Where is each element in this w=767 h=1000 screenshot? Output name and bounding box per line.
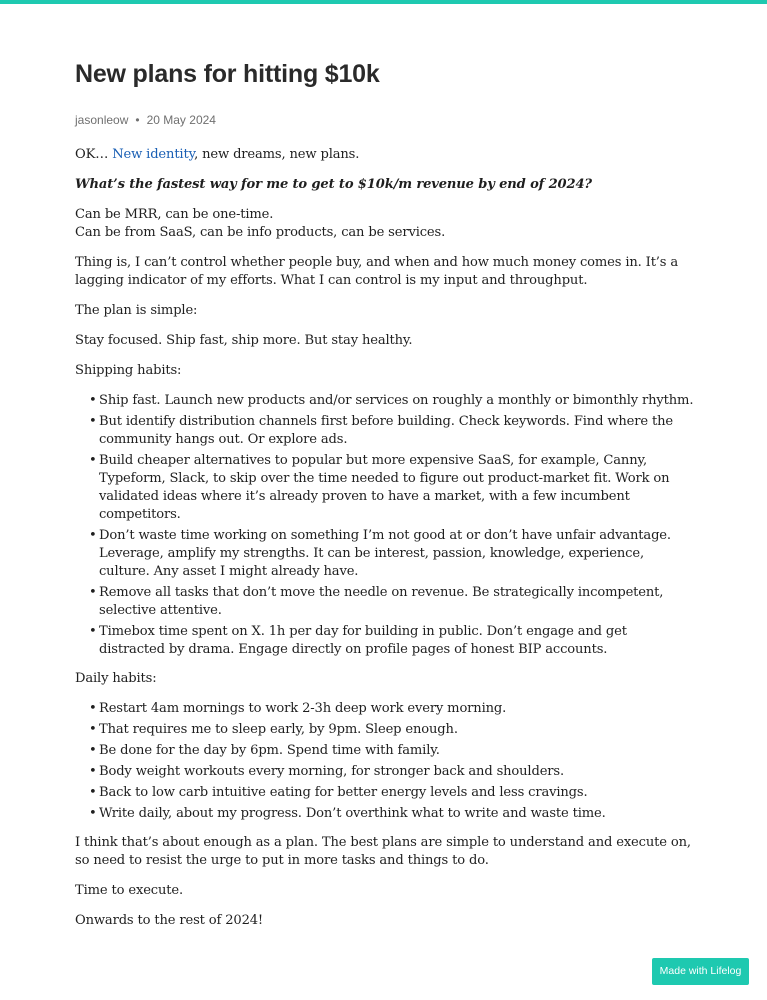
post-title: New plans for hitting $10k — [75, 60, 380, 88]
list-item: • But identify distribution channels first before building. Check keywords. Find where the community hangs out. Or explore ads. — [99, 413, 695, 449]
list-item: • Build cheaper alternatives to popular but more expensive SaaS, for example, Canny, Typeform, Slack, to skip over the time needed to figure out product-market fit. Work on validated ideas where it’s already proven to have a market, with a few incumbent competitors. — [99, 452, 695, 524]
new-identity-link[interactable]: New identity — [112, 147, 195, 162]
intro-suffix: , new dreams, new plans. — [194, 147, 360, 162]
list-item: • Ship fast. Launch new products and/or services on roughly a monthly or bimonthly rhythm. — [99, 392, 695, 410]
top-accent-bar — [0, 0, 767, 4]
list-item: • That requires me to sleep early, by 9pm. Sleep enough. — [99, 721, 695, 739]
list-item: • Restart 4am mornings to work 2-3h deep work every morning. — [99, 700, 695, 718]
list-item: • Body weight workouts every morning, for stronger back and shoulders. — [99, 763, 695, 781]
list-item: • Don’t waste time working on something I’m not good at or don’t have unfair advantage. Leverage, amplify my strengths. It can be interest, passion, knowledge, experience, culture. Any asset I might already have. — [99, 527, 695, 581]
mrr-line-2: Can be from SaaS, can be info products, can be services. — [75, 225, 446, 240]
post-meta — [75, 112, 216, 128]
daily-heading: Daily habits: — [75, 671, 157, 686]
list-item: • Timebox time spent on X. 1h per day for building in public. Don’t engage and get distracted by drama. Engage directly on profile pages of honest BIP accounts. — [99, 623, 695, 659]
execute-paragraph: Time to execute. — [75, 883, 183, 898]
mrr-paragraph — [75, 206, 695, 242]
post-body — [75, 146, 695, 942]
onwards-paragraph: Onwards to the rest of 2024! — [75, 913, 264, 928]
question-paragraph — [75, 176, 695, 194]
shipping-list — [75, 392, 695, 659]
daily-list — [75, 700, 695, 823]
plan-simple-paragraph: The plan is simple: — [75, 303, 198, 318]
list-item: • Back to low carb intuitive eating for better energy levels and less cravings. — [99, 784, 695, 802]
closing-paragraph: I think that’s about enough as a plan. The best plans are simple to understand and execute on, so need to resist the urge to put in more tasks and things to do. — [75, 835, 691, 868]
list-item: • Write daily, about my progress. Don’t overthink what to write and waste time. — [99, 805, 695, 823]
made-with-lifelog-button[interactable]: Made with Lifelog — [652, 958, 749, 985]
control-paragraph: Thing is, I can’t control whether people buy, and when and how much money comes in. It’s a lagging indicator of my efforts. What I can control is my input and throughput. — [75, 255, 679, 288]
list-item: • Be done for the day by 6pm. Spend time with family. — [99, 742, 695, 760]
question-text: What’s the fastest way for me to get to $10k/m revenue by end of 2024? — [75, 177, 592, 192]
list-item: • Remove all tasks that don’t move the needle on revenue. Be strategically incompetent, selective attentive. — [99, 584, 695, 620]
intro-prefix: OK… — [75, 147, 113, 162]
author-link[interactable]: jasonleow — [75, 113, 129, 127]
post-date: 20 May 2024 — [146, 113, 216, 127]
shipping-heading: Shipping habits: — [75, 363, 182, 378]
motto-paragraph: Stay focused. Ship fast, ship more. But stay healthy. — [75, 333, 413, 348]
meta-separator-dot: • — [135, 113, 140, 127]
intro-paragraph — [75, 146, 695, 164]
mrr-line-1: Can be MRR, can be one-time. — [75, 207, 274, 222]
